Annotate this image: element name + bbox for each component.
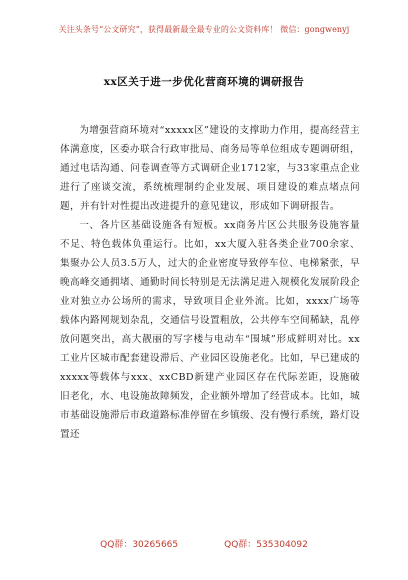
- paragraph-section-1: 一、各片区基础设施各有短板。xx商务片区公共服务设施容量不足、特色载体负重运行。比如，xx大厦入驻各类企业700余家、集聚办公人员3.5万人，过大的企业密度导致停车位、电梯紧张，早晚高峰交通拥堵、通勤时间长特别是无法满足进入规模化发展阶段企业对独立办公场所的需求，导致项目企业外流。比如，xxxx广场等载体内路网规划杂乱，交通信号设置粗放，公共停车空间稀缺，乱停放问题突出，高大靓丽的写字楼与电动车“围城”形成鲜明对比。xx工业片区城市配套建设滞后、产业园区设施老化。比如，早已建成的xxxxx等载体与xxx、xxCBD新建产业园区存在代际差距，设施破旧老化，水、电设施故障频发，企业额外增加了经营成本。比如，城市基础设施滞后市政道路标准停留在乡镇级、没有慢行系统，路灯设置还: [60, 220, 360, 440]
- footer: [0, 537, 408, 550]
- footer-qq-group-1: QQ群：30265665: [100, 540, 179, 550]
- paragraph-intro: 为增强营商环境对“xxxxx区”建设的支撑助力作用，提高经营主体满意度，区委办联合行政审批局、商务局等单位组成专题调研组，通过电话沟通、问卷调查等方式调研企业1712家，与33家重点企业进行了座谈交流，系统梳理制约企业发展、项目建设的难点堵点问题，并有针对性提出改进提升的意见建议，形成如下调研报告。: [60, 125, 360, 212]
- document-body: [60, 121, 360, 444]
- document-title: xx区关于进一步优化营商环境的调研报告: [103, 76, 305, 88]
- header-notice: 关注头条号“公文研究”，获得最新最全最专业的公文资料库！ 微信：gongwenyj: [58, 25, 350, 34]
- footer-qq-group-2: QQ群：535304092: [224, 540, 308, 550]
